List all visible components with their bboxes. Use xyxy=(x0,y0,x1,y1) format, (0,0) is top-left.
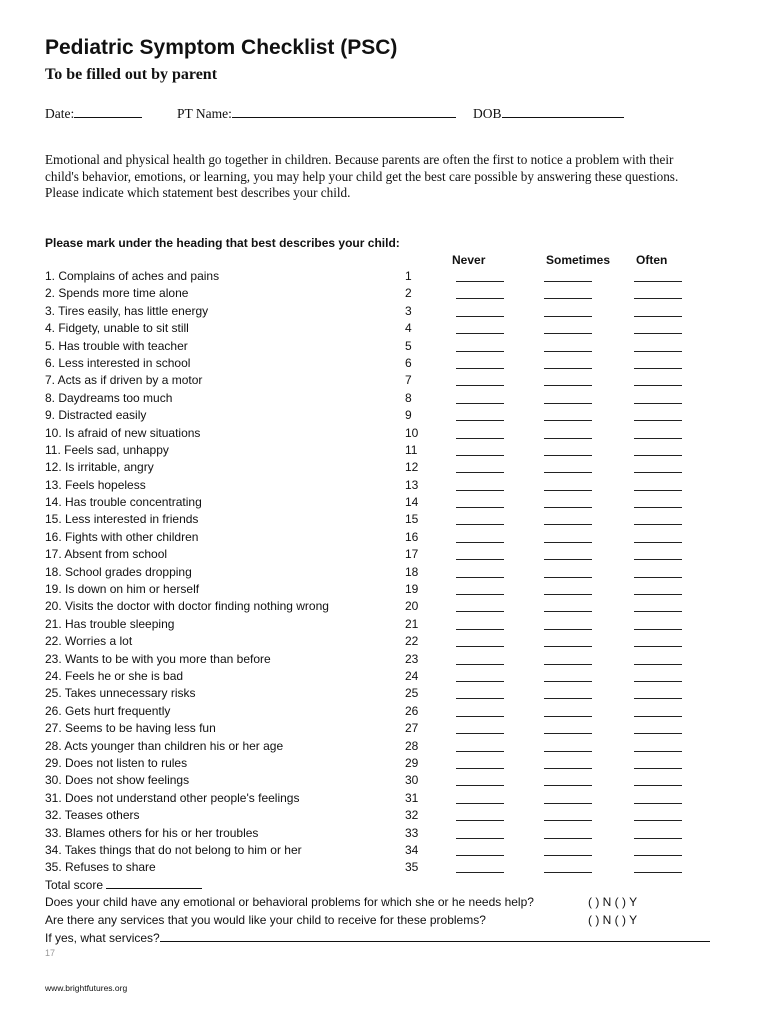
question-services-options[interactable]: ( ) N ( ) Y xyxy=(588,913,638,927)
item-label: 16. Fights with other children xyxy=(45,529,199,544)
item-label: 2. Spends more time alone xyxy=(45,286,189,301)
checklist-row xyxy=(45,268,745,285)
item-number: 25 xyxy=(405,686,419,701)
answer-blank-sometimes[interactable] xyxy=(544,716,592,717)
answer-blank-sometimes[interactable] xyxy=(544,438,592,439)
answer-blank-often[interactable] xyxy=(634,298,682,299)
checklist-row xyxy=(45,372,745,389)
answer-blank-never[interactable] xyxy=(456,803,504,804)
checklist-row xyxy=(45,320,745,337)
answer-blank-often[interactable] xyxy=(634,281,682,282)
answer-blank-never[interactable] xyxy=(456,559,504,560)
item-label: 14. Has trouble concentrating xyxy=(45,495,202,510)
answer-blank-sometimes[interactable] xyxy=(544,855,592,856)
item-number: 21 xyxy=(405,616,419,631)
answer-blank-sometimes[interactable] xyxy=(544,455,592,456)
item-label: 20. Visits the doctor with doctor finding nothing wrong xyxy=(45,599,329,614)
checklist-row xyxy=(45,477,745,494)
item-label: 28. Acts younger than children his or her age xyxy=(45,738,284,753)
pt-name-label: PT Name: xyxy=(177,106,232,121)
item-label: 35. Refuses to share xyxy=(45,860,156,875)
services-label: If yes, what services? xyxy=(45,931,160,945)
answer-blank-never[interactable] xyxy=(456,368,504,369)
item-number: 12 xyxy=(405,460,419,475)
item-label: 32. Teases others xyxy=(45,808,140,823)
answer-blank-sometimes[interactable] xyxy=(544,316,592,317)
checklist-row xyxy=(45,772,745,789)
intro-line-1: Emotional and physical health go together in children. Because parents are often the first to notice a problem with their xyxy=(45,152,674,167)
answer-blank-often[interactable] xyxy=(634,594,682,595)
answer-blank-never[interactable] xyxy=(456,820,504,821)
answer-blank-often[interactable] xyxy=(634,751,682,752)
item-number: 19 xyxy=(405,582,419,597)
answer-blank-never[interactable] xyxy=(456,298,504,299)
item-number: 11 xyxy=(405,442,418,457)
answer-blank-often[interactable] xyxy=(634,316,682,317)
page-title: Pediatric Symptom Checklist (PSC) xyxy=(45,36,398,59)
item-number: 33 xyxy=(405,825,419,840)
answer-blank-sometimes[interactable] xyxy=(544,629,592,630)
checklist-row xyxy=(45,703,745,720)
answer-blank-often[interactable] xyxy=(634,438,682,439)
item-number: 1 xyxy=(405,269,412,283)
total-score-input[interactable] xyxy=(106,878,202,889)
answer-blank-sometimes[interactable] xyxy=(544,698,592,699)
answer-blank-often[interactable] xyxy=(634,768,682,769)
answer-blank-never[interactable] xyxy=(456,403,504,404)
checklist-row xyxy=(45,442,745,459)
answer-blank-never[interactable] xyxy=(456,333,504,334)
checklist-row xyxy=(45,355,745,372)
answer-blank-never[interactable] xyxy=(456,524,504,525)
question-help-options[interactable]: ( ) N ( ) Y xyxy=(588,895,638,909)
services-input[interactable] xyxy=(160,930,710,942)
answer-blank-sometimes[interactable] xyxy=(544,559,592,560)
column-header-never: Never xyxy=(452,253,486,267)
answer-blank-sometimes[interactable] xyxy=(544,507,592,508)
answer-blank-sometimes[interactable] xyxy=(544,298,592,299)
answer-blank-sometimes[interactable] xyxy=(544,872,592,873)
answer-blank-often[interactable] xyxy=(634,611,682,612)
intro-line-3: Please indicate which statement best describes your child. xyxy=(45,185,351,200)
intro-line-2: child's behavior, emotions, or learning, you may help your child get the best care possible by answering these questions. xyxy=(45,168,679,184)
answer-blank-often[interactable] xyxy=(634,420,682,421)
answer-blank-never[interactable] xyxy=(456,785,504,786)
item-number: 5 xyxy=(405,338,412,353)
item-number: 9 xyxy=(405,408,412,423)
answer-blank-sometimes[interactable] xyxy=(544,472,592,473)
answer-blank-never[interactable] xyxy=(456,838,504,839)
item-number: 27 xyxy=(405,721,419,736)
checklist-row xyxy=(45,303,745,320)
item-number: 7 xyxy=(405,373,412,388)
checklist-row xyxy=(45,529,745,546)
answer-blank-never[interactable] xyxy=(456,664,504,665)
checklist-row xyxy=(45,685,745,702)
item-label: 1. Complains of aches and pains xyxy=(45,269,220,283)
answer-blank-sometimes[interactable] xyxy=(544,820,592,821)
checklist-row xyxy=(45,285,745,302)
dob-input[interactable] xyxy=(502,105,624,118)
page-number: 17 xyxy=(45,948,56,958)
dob-field xyxy=(473,105,624,122)
answer-blank-never[interactable] xyxy=(456,316,504,317)
item-label: 12. Is irritable, angry xyxy=(45,460,154,475)
answer-blank-often[interactable] xyxy=(634,785,682,786)
answer-blank-often[interactable] xyxy=(634,698,682,699)
item-number: 20 xyxy=(405,599,419,614)
checklist-row xyxy=(45,511,745,528)
item-label: 6. Less interested in school xyxy=(45,355,191,370)
answer-blank-sometimes[interactable] xyxy=(544,368,592,369)
item-number: 18 xyxy=(405,564,419,579)
checklist-row xyxy=(45,581,745,598)
checklist-row xyxy=(45,720,745,737)
answer-blank-never[interactable] xyxy=(456,768,504,769)
answer-blank-often[interactable] xyxy=(634,524,682,525)
answer-blank-never[interactable] xyxy=(456,438,504,439)
checklist-row xyxy=(45,738,745,755)
item-label: 23. Wants to be with you more than before xyxy=(45,651,271,666)
column-header-sometimes: Sometimes xyxy=(546,253,611,267)
answer-blank-sometimes[interactable] xyxy=(544,785,592,786)
answer-blank-often[interactable] xyxy=(634,681,682,682)
answer-blank-never[interactable] xyxy=(456,611,504,612)
item-number: 3 xyxy=(405,303,412,318)
checklist-row xyxy=(45,564,745,581)
date-field xyxy=(45,105,142,122)
item-number: 2 xyxy=(405,286,412,301)
answer-blank-sometimes[interactable] xyxy=(544,733,592,734)
question-services-text: Are there any services that you would like your child to receive for these problems? xyxy=(45,913,486,927)
answer-blank-often[interactable] xyxy=(634,664,682,665)
checklist-row xyxy=(45,790,745,807)
answer-blank-sometimes[interactable] xyxy=(544,803,592,804)
dob-label: DOB xyxy=(473,106,502,121)
answer-blank-often[interactable] xyxy=(634,872,682,873)
item-number: 13 xyxy=(405,477,419,492)
item-number: 24 xyxy=(405,668,419,683)
answer-blank-sometimes[interactable] xyxy=(544,768,592,769)
answer-blank-often[interactable] xyxy=(634,646,682,647)
total-score-label: Total score xyxy=(45,878,104,892)
item-label: 13. Feels hopeless xyxy=(45,477,146,492)
item-number: 15 xyxy=(405,512,419,527)
item-label: 27. Seems to be having less fun xyxy=(45,721,216,736)
checklist-row xyxy=(45,338,745,355)
answer-blank-sometimes[interactable] xyxy=(544,611,592,612)
item-number: 4 xyxy=(405,321,412,336)
answer-blank-often[interactable] xyxy=(634,559,682,560)
answer-blank-never[interactable] xyxy=(456,507,504,508)
answer-blank-never[interactable] xyxy=(456,629,504,630)
answer-blank-never[interactable] xyxy=(456,351,504,352)
item-label: 19. Is down on him or herself xyxy=(45,582,200,597)
item-label: 30. Does not show feelings xyxy=(45,773,190,788)
checklist-row xyxy=(45,494,745,511)
answer-blank-never[interactable] xyxy=(456,281,504,282)
date-input[interactable] xyxy=(74,105,142,118)
checklist-row xyxy=(45,425,745,442)
answer-blank-often[interactable] xyxy=(634,507,682,508)
answer-blank-sometimes[interactable] xyxy=(544,403,592,404)
answer-blank-often[interactable] xyxy=(634,803,682,804)
item-label: 33. Blames others for his or her troubles xyxy=(45,825,259,840)
item-label: 29. Does not listen to rules xyxy=(45,755,188,770)
item-number: 30 xyxy=(405,773,419,788)
item-label: 5. Has trouble with teacher xyxy=(45,338,188,353)
checklist-row xyxy=(45,407,745,424)
checklist-row xyxy=(45,842,745,859)
item-label: 21. Has trouble sleeping xyxy=(45,616,175,631)
item-label: 25. Takes unnecessary risks xyxy=(45,686,196,701)
answer-blank-often[interactable] xyxy=(634,385,682,386)
checklist-row xyxy=(45,755,745,772)
answer-blank-often[interactable] xyxy=(634,542,682,543)
answer-blank-never[interactable] xyxy=(456,751,504,752)
answer-blank-often[interactable] xyxy=(634,368,682,369)
answer-blank-sometimes[interactable] xyxy=(544,681,592,682)
answer-blank-sometimes[interactable] xyxy=(544,524,592,525)
answer-blank-never[interactable] xyxy=(456,872,504,873)
intro-text xyxy=(45,152,735,202)
item-number: 17 xyxy=(405,547,419,562)
item-number: 6 xyxy=(405,355,412,370)
item-label: 7. Acts as if driven by a motor xyxy=(45,373,203,388)
answer-blank-never[interactable] xyxy=(456,542,504,543)
answer-blank-never[interactable] xyxy=(456,733,504,734)
answer-blank-never[interactable] xyxy=(456,472,504,473)
services-field xyxy=(45,930,710,945)
item-label: 18. School grades dropping xyxy=(45,564,192,579)
item-number: 22 xyxy=(405,634,419,649)
answer-blank-never[interactable] xyxy=(456,716,504,717)
answer-blank-often[interactable] xyxy=(634,629,682,630)
answer-blank-never[interactable] xyxy=(456,646,504,647)
item-label: 8. Daydreams too much xyxy=(45,390,173,405)
answer-blank-sometimes[interactable] xyxy=(544,751,592,752)
answer-blank-sometimes[interactable] xyxy=(544,664,592,665)
item-label: 26. Gets hurt frequently xyxy=(45,703,171,718)
answer-blank-never[interactable] xyxy=(456,594,504,595)
item-number: 28 xyxy=(405,738,419,753)
answer-blank-sometimes[interactable] xyxy=(544,577,592,578)
answer-blank-often[interactable] xyxy=(634,403,682,404)
answer-blank-often[interactable] xyxy=(634,820,682,821)
checklist-row xyxy=(45,859,745,876)
answer-blank-never[interactable] xyxy=(456,490,504,491)
item-label: 22. Worries a lot xyxy=(45,634,133,649)
answer-blank-sometimes[interactable] xyxy=(544,351,592,352)
item-label: 3. Tires easily, has little energy xyxy=(45,303,209,318)
answer-blank-sometimes[interactable] xyxy=(544,594,592,595)
answer-blank-never[interactable] xyxy=(456,698,504,699)
answer-blank-sometimes[interactable] xyxy=(544,420,592,421)
answer-blank-sometimes[interactable] xyxy=(544,333,592,334)
item-number: 16 xyxy=(405,529,419,544)
answer-blank-often[interactable] xyxy=(634,455,682,456)
item-number: 34 xyxy=(405,842,419,857)
answer-blank-sometimes[interactable] xyxy=(544,490,592,491)
item-label: 17. Absent from school xyxy=(45,547,168,562)
answer-blank-sometimes[interactable] xyxy=(544,281,592,282)
answer-blank-sometimes[interactable] xyxy=(544,838,592,839)
checklist-row xyxy=(45,825,745,842)
answer-blank-never[interactable] xyxy=(456,855,504,856)
checklist-row xyxy=(45,668,745,685)
answer-blank-often[interactable] xyxy=(634,838,682,839)
answer-blank-sometimes[interactable] xyxy=(544,385,592,386)
item-label: 10. Is afraid of new situations xyxy=(45,425,201,440)
instruction-text: Please mark under the heading that best describes your child: xyxy=(45,236,400,250)
total-score-field xyxy=(45,878,202,892)
answer-blank-never[interactable] xyxy=(456,455,504,456)
answer-blank-never[interactable] xyxy=(456,385,504,386)
pt-name-field xyxy=(177,105,456,122)
checklist-row xyxy=(45,459,745,476)
item-number: 26 xyxy=(405,703,419,718)
checklist-row xyxy=(45,390,745,407)
item-number: 31 xyxy=(405,790,419,805)
answer-blank-often[interactable] xyxy=(634,472,682,473)
answer-blank-sometimes[interactable] xyxy=(544,646,592,647)
answer-blank-often[interactable] xyxy=(634,333,682,334)
item-label: 4. Fidgety, unable to sit still xyxy=(45,321,189,336)
answer-blank-often[interactable] xyxy=(634,733,682,734)
item-label: 31. Does not understand other people's feelings xyxy=(45,790,300,805)
page-subtitle: To be filled out by parent xyxy=(45,66,218,83)
item-number: 35 xyxy=(405,860,419,875)
date-label: Date: xyxy=(45,106,75,121)
item-number: 8 xyxy=(405,390,412,405)
pt-name-input[interactable] xyxy=(232,105,456,118)
item-label: 24. Feels he or she is bad xyxy=(45,668,184,683)
column-header-often: Often xyxy=(636,253,668,267)
checklist-row xyxy=(45,616,745,633)
answer-blank-often[interactable] xyxy=(634,351,682,352)
answer-blank-often[interactable] xyxy=(634,855,682,856)
item-label: 34. Takes things that do not belong to him or her xyxy=(45,842,302,857)
answer-blank-often[interactable] xyxy=(634,716,682,717)
answer-blank-often[interactable] xyxy=(634,490,682,491)
item-label: 15. Less interested in friends xyxy=(45,512,199,527)
item-number: 29 xyxy=(405,755,419,770)
checklist-row xyxy=(45,598,745,615)
symptom-list xyxy=(45,268,745,877)
item-label: 11. Feels sad, unhappy xyxy=(45,442,169,457)
item-number: 14 xyxy=(405,495,419,510)
footer-url: www.brightfutures.org xyxy=(45,983,128,993)
answer-blank-never[interactable] xyxy=(456,577,504,578)
answer-blank-sometimes[interactable] xyxy=(544,542,592,543)
checklist-row xyxy=(45,633,745,650)
answer-blank-often[interactable] xyxy=(634,577,682,578)
answer-blank-never[interactable] xyxy=(456,681,504,682)
item-label: 9. Distracted easily xyxy=(45,408,147,423)
checklist-row xyxy=(45,546,745,563)
checklist-row xyxy=(45,651,745,668)
answer-blank-never[interactable] xyxy=(456,420,504,421)
checklist-row xyxy=(45,807,745,824)
item-number: 32 xyxy=(405,808,419,823)
item-number: 10 xyxy=(405,425,419,440)
question-help-text: Does your child have any emotional or behavioral problems for which she or he needs help? xyxy=(45,895,534,909)
item-number: 23 xyxy=(405,651,419,666)
